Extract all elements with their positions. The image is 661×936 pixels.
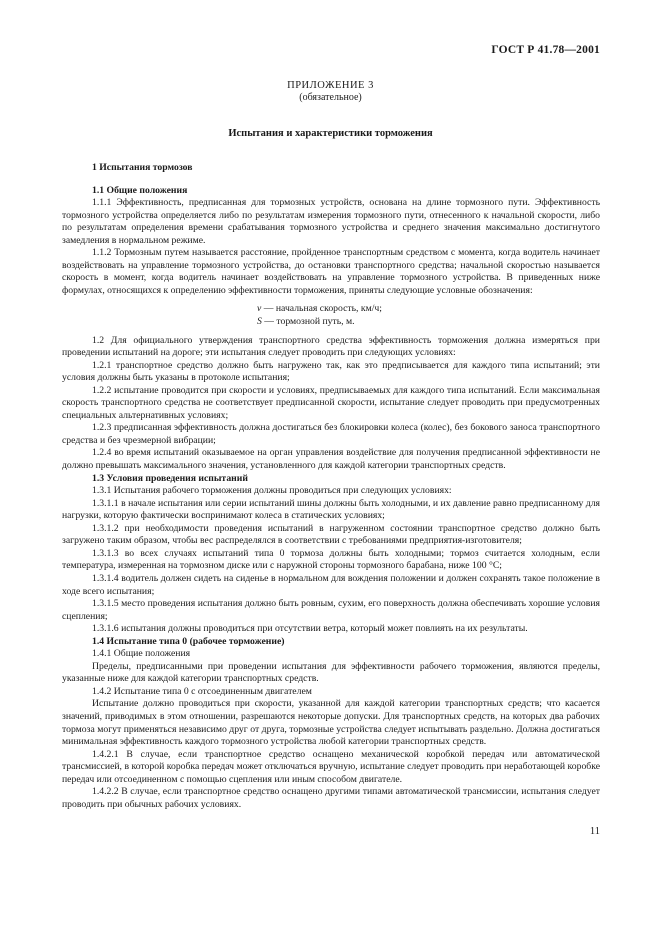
paragraph-1-4-1-text: Пределы, предписанными при проведении испытания для эффективности рабочего торможения, являются пределы, указанные ниже для каждой категории транспортных средств. (62, 660, 600, 685)
paragraph-1-4-2: 1.4.2 Испытание типа 0 с отсоединенным двигателем (92, 685, 312, 697)
symbol-v-desc: — начальная скорость, км/ч; (261, 303, 382, 315)
main-title: Испытания и характеристики торможения (228, 128, 433, 139)
paragraph-1-4-2-1: 1.4.2.1 В случае, если транспортное средство оснащено механической коробкой передач или автоматической трансмиссией, в которой коробка передач может отключаться вручную, испытание следует проводить при неработающей коробке передач или отсоединенном с помощью сцепления или иным способом двигателе. (62, 748, 600, 785)
formula-line-s (257, 316, 600, 329)
symbol-v: v (257, 303, 262, 315)
symbol-s-desc: — тормозной путь, м. (261, 316, 355, 328)
subsection-heading-1-1: 1.1 Общие положения (92, 184, 188, 196)
subsection-heading-1-4: 1.4 Испытание типа 0 (рабочее торможение) (92, 635, 285, 647)
paragraph-1-3-1-4: 1.3.1.4 водитель должен сидеть на сиденье в нормальном для вождения положении и должен сохранять такое положение в ходе всего испытания; (62, 572, 600, 597)
formula-line-v (257, 303, 600, 316)
paragraph-1-3-1-5: 1.3.1.5 место проведения испытания должно быть ровным, сухим, его поверхность должна обеспечивать хорошие условия сцепления; (62, 598, 600, 622)
paragraph-1-4-2-2: 1.4.2.2 В случае, если транспортное средство оснащено другими типами автоматической трансмиссии, испытания следует проводить при обычных рабочих условиях. (62, 786, 600, 810)
symbol-s: S (257, 316, 262, 328)
paragraph-1-3-1-1: 1.3.1.1 в начале испытания или серии испытаний шины должны быть холодными, и их давление равно предписанному для нагрузки, которую фактически воспринимают колеса в статических условиях; (62, 497, 600, 522)
appendix-title: ПРИЛОЖЕНИЕ 3 (287, 80, 374, 91)
page-number: 11 (589, 826, 600, 837)
paragraph-1-2-2: 1.2.2 испытание проводится при скорости и условиях, предписываемых для каждого типа испытаний. Если максимальная скорость транспортного средства не соответствует предписанной скорости, испытание следует проводить при предусмотренных специальных альтернативных условиях; (62, 384, 600, 421)
paragraph-1-3-1-2: 1.3.1.2 при необходимости проведения испытаний в нагруженном состоянии транспортное средство должно быть загружено таким образом, чтобы вес распределялся в соответствии с требованиями предприятия-изготовителя; (62, 522, 600, 547)
paragraph-1-4-2-text: Испытание должно проводиться при скорости, указанной для каждой категории транспортных средств; что касается значений, приводимых в этом отношении, разрешаются некоторые допуски. Для транспортных средств, на которых два рабочих тормоза могут применяться независимо друг от друга, тормозные устройства следует испытывать раздельно. Должна достигаться минимальная эффективность каждого тормозного устройства любой категории транспортных средств. (62, 698, 600, 748)
paragraph-1-2: 1.2 Для официального утверждения транспортного средства эффективность торможения должна измеряться при проведении испытаний на дороге; эти испытания следует проводить при следующих условиях: (62, 334, 600, 359)
standard-code-header: ГОСТ Р 41.78—2001 (491, 44, 600, 56)
paragraph-1-3-1: 1.3.1 Испытания рабочего торможения должны проводиться при следующих условиях: (92, 485, 452, 497)
formula-legend (257, 303, 600, 328)
paragraph-1-4-1: 1.4.1 Общие положения (92, 648, 191, 660)
document-body (62, 162, 600, 811)
paragraph-1-2-3: 1.2.3 предписанная эффективность должна достигаться без блокировки колеса (колес), без бокового заноса транспортного средства и без чрезмерной вибрации; (62, 422, 600, 446)
paragraph-1-3-1-3: 1.3.1.3 во всех случаях испытаний типа 0 тормоза должны быть холодными; тормоз считается холодным, если температура, измеренная на тормозном диске или с наружной стороны тормозного барабана, ниже 100 °С; (62, 547, 600, 572)
paragraph-1-1-2: 1.1.2 Тормозным путем называется расстояние, пройденное транспортным средством с момента, когда водитель начинает воздействовать на управление тормозного устройства, до остановки транспортного средства; начальной скоростью называется скорость в момент, когда водитель начинает воздействовать на управление тормозного устройства. В приведенных ниже формулах, относящихся к определению эффективности торможения, приняты следующие условные обозначения: (62, 247, 600, 296)
appendix-subtitle: (обязательное) (299, 92, 362, 103)
paragraph-1-3-1-6: 1.3.1.6 испытания должны проводиться при отсутствии ветра, который может повлиять на их результаты. (92, 623, 528, 635)
paragraph-1-1-1: 1.1.1 Эффективность, предписанная для тормозных устройств, основана на длине тормозного пути. Эффективность тормозного устройства определяется либо по результатам измерения тормозного пути, отнесенного к начальной скорости, либо по результатам определения времени срабатывания тормозного устройства и среднего значения максимально достигнутого замедления в нормальном режиме. (62, 197, 600, 246)
subsection-heading-1-3: 1.3 Условия проведения испытаний (92, 472, 248, 484)
paragraph-1-2-1: 1.2.1 транспортное средство должно быть нагружено так, как это предписывается для каждого типа испытаний; эти условия должны быть указаны в протоколе испытания; (62, 359, 600, 384)
paragraph-1-2-4: 1.2.4 во время испытаний оказываемое на орган управления воздействие для получения предписанной эффективности не должно превышать максимального значения, установленного для каждой категории транспортных средств. (62, 447, 600, 472)
section-heading-1: 1 Испытания тормозов (92, 162, 193, 173)
